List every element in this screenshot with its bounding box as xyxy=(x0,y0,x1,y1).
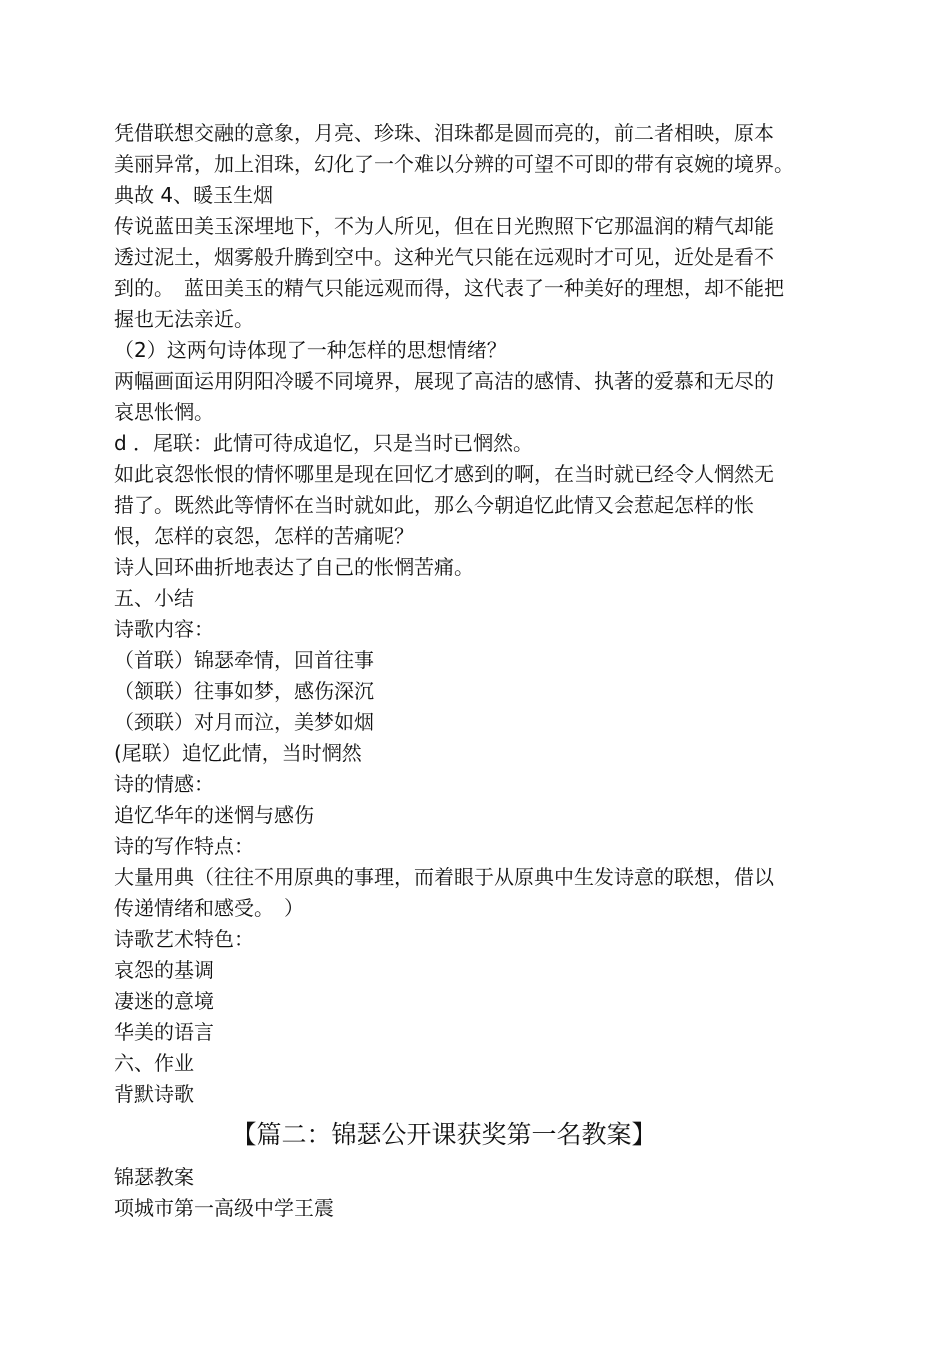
paragraph: 锦瑟教案 xyxy=(114,1165,194,1189)
paragraph: 诗人回环曲折地表达了自己的怅惘苦痛。 xyxy=(114,555,474,579)
paragraph: 追忆华年的迷惘与感伤 xyxy=(114,803,314,827)
list-item: 华美的语言 xyxy=(114,1020,214,1044)
document-body xyxy=(114,118,804,1224)
paragraph: 如此哀怨怅恨的情怀哪里是现在回忆才感到的啊，在当时就已经令人惘然无措了。既然此等情怀在当时就如此，那么今朝追忆此情又会惹起怎样的怅恨，怎样的哀怨，怎样的苦痛呢？ xyxy=(114,462,774,548)
paragraph: 诗歌艺术特色： xyxy=(114,927,254,951)
paragraph: 背默诗歌 xyxy=(114,1082,194,1106)
paragraph: 诗歌内容： xyxy=(114,617,214,641)
list-item: （颔联）往事如梦，感伤深沉 xyxy=(114,679,374,703)
paragraph: 项城市第一高级中学王震 xyxy=(114,1196,334,1220)
section-heading: 【篇二：锦瑟公开课获奖第一名教案】 xyxy=(231,1120,657,1149)
list-item: (尾联）追忆此情，当时惘然 xyxy=(114,741,362,765)
list-item: （颈联）对月而泣，美梦如烟 xyxy=(114,710,374,734)
paragraph: 两幅画面运用阴阳冷暖不同境界，展现了高洁的感情、执著的爱慕和无尽的哀思怅惘。 xyxy=(114,369,774,424)
list-item: 哀怨的基调 xyxy=(114,958,214,982)
paragraph: （2）这两句诗体现了一种怎样的思想情绪？ xyxy=(114,338,507,362)
paragraph: 诗的写作特点： xyxy=(114,834,254,858)
list-item: 凄迷的意境 xyxy=(114,989,214,1013)
paragraph: 传说蓝田美玉深埋地下，不为人所见，但在日光煦照下它那温润的精气却能透过泥土，烟雾般升腾到空中。这种光气只能在远观时才可见，近处是看不到的。 蓝田美玉的精气只能远观而得，这代表了一种美好的理想，却不能把握也无法亲近。 xyxy=(114,214,784,331)
paragraph: 大量用典（往往不用原典的事理，而着眼于从原典中生发诗意的联想，借以传递情绪和感受。 ） xyxy=(114,865,774,920)
paragraph: 诗的情感： xyxy=(114,772,214,796)
paragraph: d ．尾联：此情可待成追忆，只是当时已惘然。 xyxy=(114,431,534,455)
section-title: 六、作业 xyxy=(114,1051,194,1075)
list-item: （首联）锦瑟牵情，回首往事 xyxy=(114,648,374,672)
section-title: 五、小结 xyxy=(114,586,194,610)
paragraph: 凭借联想交融的意象，月亮、珍珠、泪珠都是圆而亮的，前二者相映，原本美丽异常，加上泪珠，幻化了一个难以分辨的可望不可即的带有哀婉的境界。 典故 4、暖玉生烟 xyxy=(114,121,804,207)
